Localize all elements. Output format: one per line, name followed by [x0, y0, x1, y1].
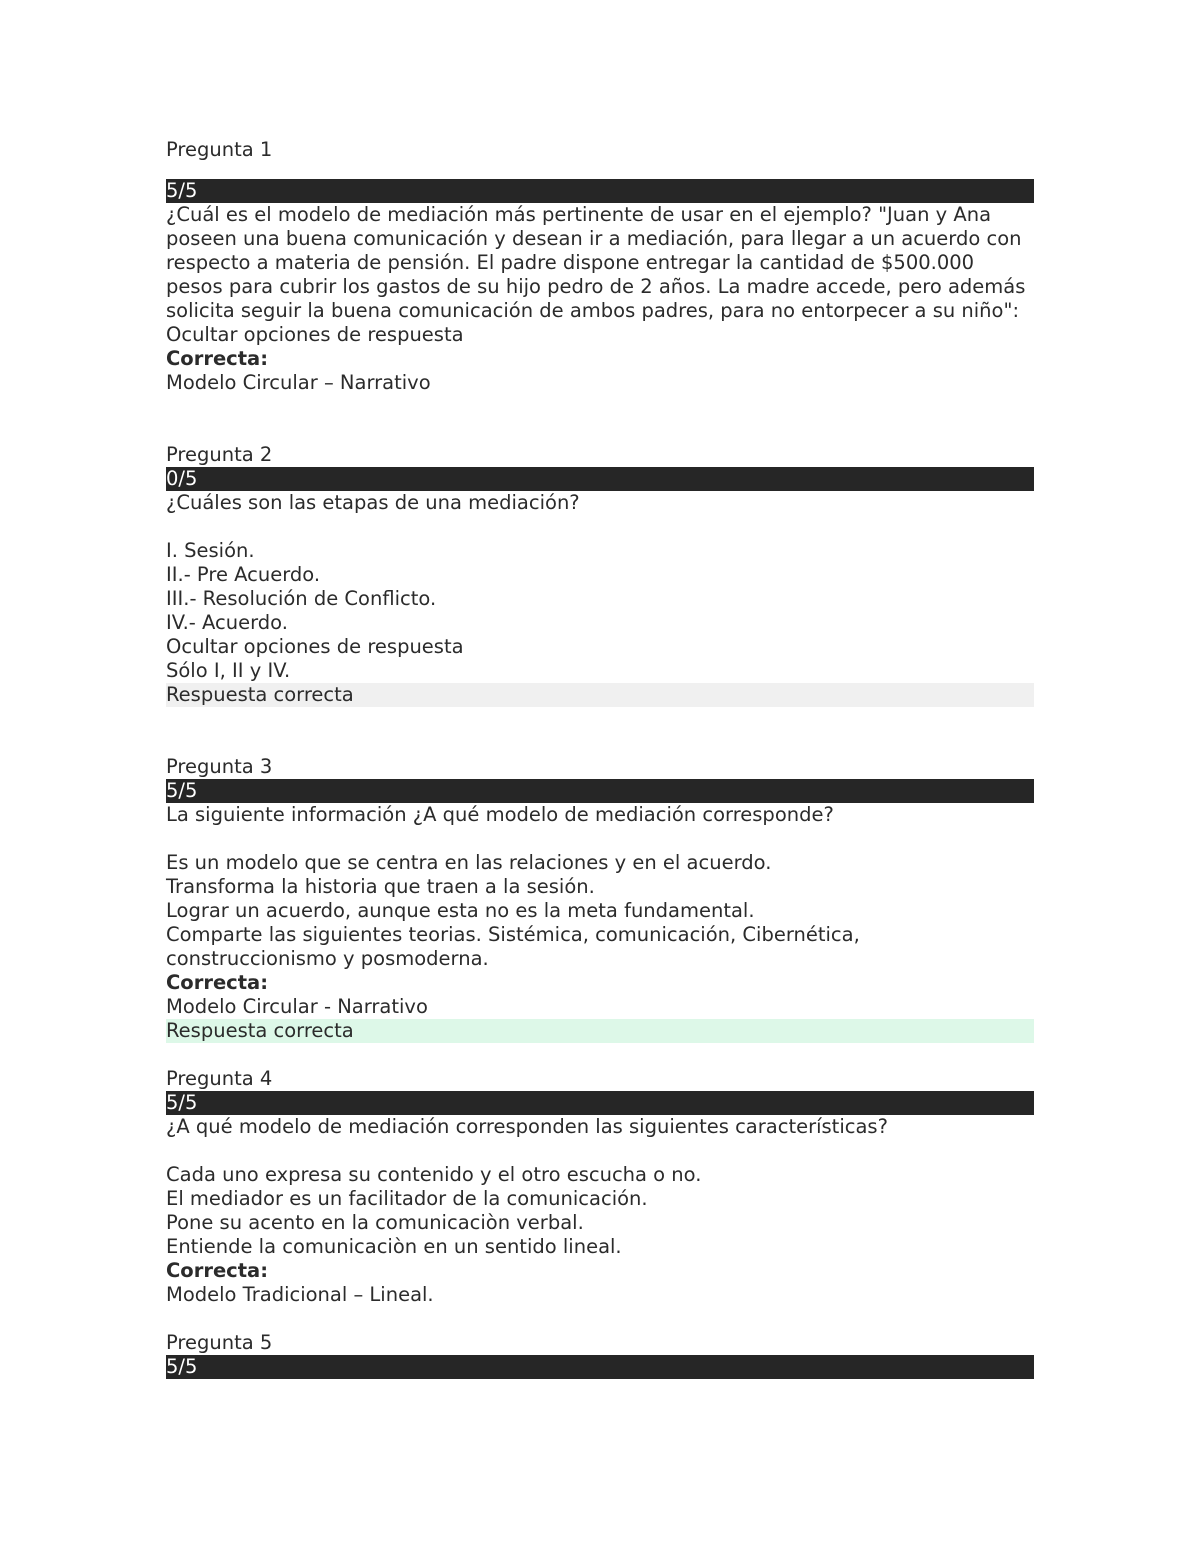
- question-4-item: Cada uno expresa su contenido y el otro escucha o no.: [166, 1163, 702, 1186]
- question-2-answer: Sólo I, II y IV.: [166, 659, 291, 682]
- question-4-answer: Modelo Tradicional – Lineal.: [166, 1283, 434, 1306]
- question-4-title: Pregunta 4: [166, 1067, 273, 1090]
- question-1-score: 5/5: [166, 179, 1034, 203]
- question-2-hide-options-toggle[interactable]: Ocultar opciones de respuesta: [166, 635, 464, 658]
- question-4-item: Pone su acento en la comunicaciòn verbal.: [166, 1211, 584, 1234]
- question-5-title: Pregunta 5: [166, 1331, 273, 1354]
- question-4-item: El mediador es un facilitador de la comunicación.: [166, 1187, 648, 1210]
- question-3-answer: Modelo Circular - Narrativo: [166, 995, 428, 1018]
- question-3-item: Es un modelo que se centra en las relaciones y en el acuerdo.: [166, 851, 772, 874]
- question-3-item: Lograr un acuerdo, aunque esta no es la meta fundamental.: [166, 899, 755, 922]
- question-3-score: 5/5: [166, 779, 1034, 803]
- question-3-correct-label: Correcta:: [166, 971, 269, 994]
- question-2-score: 0/5: [166, 467, 1034, 491]
- question-5-score: 5/5: [166, 1355, 1034, 1379]
- question-2-title: Pregunta 2: [166, 443, 273, 466]
- question-2-item: II.- Pre Acuerdo.: [166, 563, 321, 586]
- question-4-score: 5/5: [166, 1091, 1034, 1115]
- question-4-text: ¿A qué modelo de mediación corresponden las siguientes características?: [166, 1115, 888, 1138]
- question-3-item: Comparte las siguientes teorias. Sistémica, comunicación, Cibernética, construccionismo y posmoderna.: [166, 923, 860, 970]
- question-2-feedback: Respuesta correcta: [166, 683, 1034, 707]
- question-3-item: Transforma la historia que traen a la sesión.: [166, 875, 595, 898]
- question-4-item: Entiende la comunicaciòn en un sentido lineal.: [166, 1235, 622, 1258]
- quiz-review: [166, 138, 1034, 1379]
- question-1-answer: Modelo Circular – Narrativo: [166, 371, 431, 394]
- question-2-item: I. Sesión.: [166, 539, 255, 562]
- question-1-correct-label: Correcta:: [166, 347, 269, 370]
- question-1-title: Pregunta 1: [166, 138, 273, 161]
- question-3-feedback: Respuesta correcta: [166, 1019, 1034, 1043]
- question-1-hide-options-toggle[interactable]: Ocultar opciones de respuesta: [166, 323, 464, 346]
- question-4-correct-label: Correcta:: [166, 1259, 269, 1282]
- question-3-title: Pregunta 3: [166, 755, 273, 778]
- question-1-text: ¿Cuál es el modelo de mediación más pertinente de usar en el ejemplo? "Juan y Ana poseen una buena comunicación y desean ir a mediación, para llegar a un acuerdo con respecto a materia de pensión. El padre dispone entregar la cantidad de $500.000 pesos para cubrir los gastos de su hijo pedro de 2 años. La madre accede, pero además solicita seguir la buena comunicación de ambos padres, para no entorpecer a su niño":: [166, 203, 1026, 322]
- question-2-text: ¿Cuáles son las etapas de una mediación?: [166, 491, 580, 514]
- question-2-item: IV.- Acuerdo.: [166, 611, 288, 634]
- question-3-text: La siguiente información ¿A qué modelo de mediación corresponde?: [166, 803, 834, 826]
- question-2-item: III.- Resolución de Conflicto.: [166, 587, 437, 610]
